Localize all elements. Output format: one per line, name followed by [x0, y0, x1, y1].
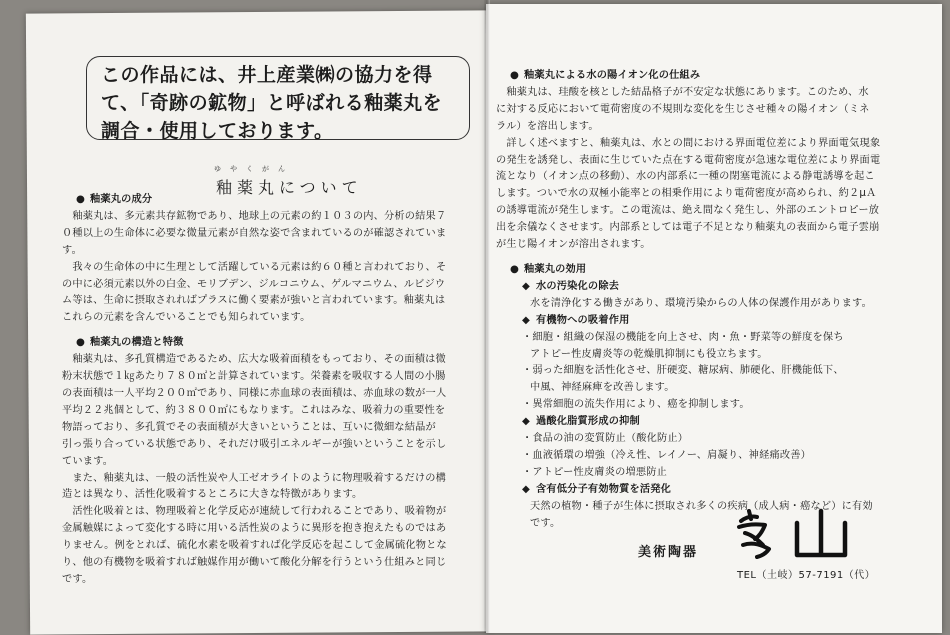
paragraph-line: です。 [530, 517, 561, 529]
notice-line: て、「奇跡の鉱物」と呼ばれる釉薬丸を [101, 92, 443, 114]
notice-line: 調合・使用しております。 [101, 120, 334, 142]
paragraph-line: 我々の生命体の中に生理として活躍している元素は約６０種と言われており、そ [62, 261, 447, 273]
paragraph-line: 釉薬丸は、珪酸を核とした結晶格子が不安定な状態にあります。このため、水 [496, 86, 869, 98]
page-fold [484, 0, 490, 633]
paragraph-line: 活性化吸着とは、物理吸着と化学反応が連続して行われることであり、吸着物が [62, 506, 447, 518]
cooperation-notice-box [86, 56, 470, 140]
paragraph-line: 平均２２兆個として、約３８００㎡にもなります。これはみな、吸着力の重要性を [62, 404, 446, 416]
circle-bullet-icon: ● [510, 70, 520, 81]
telephone-number: TEL（土岐）57-7191（代） [737, 570, 876, 581]
section-heading [496, 262, 936, 279]
paragraph-line: ・アトピー性皮膚炎の増悪防止 [522, 466, 668, 478]
paragraph-line: ています。 [62, 455, 114, 467]
paragraph-line: ・血液循環の増強（冷え性、レイノー、肩凝り、神経痛改善） [522, 449, 812, 461]
paragraph-line: 中風、神経麻痺を改善します。 [530, 382, 675, 394]
paragraph-line: 出を余儀なくさせます。内部系としては電子不足となり釉薬丸の表面から電子雲崩 [496, 222, 880, 234]
paragraph-line: これらの元素を含んでいることでも知られています。 [62, 312, 311, 324]
paragraph-line: す。 [62, 244, 82, 256]
paragraph-line: の表面積は一人平均２００㎡であり、同様に赤血球の表面積は、赤血球の数が一人 [62, 387, 447, 399]
diamond-bullet-icon: ◆ [522, 280, 531, 292]
subsection-heading [496, 279, 936, 296]
paragraph-line: 引っ張り合っている状態であり、それだけ吸引エネルギーが強いということを示し [62, 438, 447, 450]
subsection-heading [496, 313, 936, 330]
circle-bullet-icon: ● [510, 263, 520, 275]
diamond-bullet-icon: ◆ [522, 416, 531, 428]
diamond-bullet-icon: ◆ [522, 483, 531, 495]
heading-text: 含有低分子有効物質を活発化 [536, 483, 672, 495]
heading-text: 釉薬丸による水の陽イオン化の仕組み [524, 70, 701, 81]
paragraph-line: の発生を誘発し、表面に生じていた点在する電荷密度が急速な電位差により界面電 [496, 154, 881, 166]
paragraph-line: ラル）を溶出します。 [496, 120, 599, 132]
paragraph-line: 天然の植物・種子が生体に摂取され多くの疾病（成人病・癌など）に有効 [530, 500, 873, 512]
right-column-text [496, 68, 936, 532]
diamond-bullet-icon: ◆ [522, 314, 531, 326]
heading-text: 釉薬丸の成分 [90, 194, 153, 205]
paragraph-line: ０種以上の生命体に必要な微量元素が自然な姿で含まれているのが確認されていま [62, 227, 447, 239]
paragraph-line: 物語っており、多孔質でその表面積が大きいということは、互いに微細な結晶が [62, 421, 436, 433]
section-heading [62, 192, 482, 209]
left-column-text [62, 192, 482, 589]
circle-bullet-icon: ● [76, 194, 86, 205]
kiln-logo [735, 505, 855, 566]
paragraph-line: 造とは異なり、活性化吸着するところに大きな特徴があります。 [62, 489, 363, 501]
paragraph-line: の中に必須元素以外の白金、モリブデン、ジルコニウム、ゲルマニウム、ルビジウ [62, 278, 446, 290]
heading-text: 釉薬丸の効用 [524, 263, 587, 275]
paragraph-line: 釉薬丸は、多元素共存鉱物であり、地球上の元素の約１０３の内、分析の結果７ [62, 210, 447, 222]
heading-text: 水の汚染化の除去 [536, 280, 620, 292]
paragraph-line: 粉末状態で１㎏あたり７８０㎡と計算されています。栄養素を吸収する人間の小腸 [62, 371, 446, 383]
section-heading [496, 68, 936, 85]
notice-line: この作品には、井上産業㈱の協力を得 [101, 64, 433, 86]
paragraph-line: します。ついで水の双極小能率との相乗作用により電荷密度が高められ、約２μＡ [496, 188, 877, 200]
section-heading [62, 335, 482, 352]
paragraph-line: ・細胞・組織の保湿の機能を向上させ、肉・魚・野菜等の鮮度を保ち [522, 331, 844, 343]
heading-text: 釉薬丸の構造と特徴 [90, 337, 184, 349]
subsection-heading [496, 414, 936, 431]
paragraph-line: ム等は、生命に摂取されればプラスに働く要素が強いと言われています。釉薬丸は [62, 295, 446, 307]
paragraph-line: りません。例をとれば、硫化水素を吸着すれば化学反応を起こして金属硫化物とな [62, 540, 447, 552]
section-gap [496, 254, 936, 262]
section-gap [62, 327, 482, 335]
title-ruby: ゆやくがん [214, 165, 294, 173]
paragraph-line: ・食品の油の変質防止（酸化防止） [522, 433, 689, 445]
paragraph-line: 金属触媒によって変化する時に用いる活性炭のように異形を抱き抱えたものではあ [62, 523, 447, 535]
paragraph-line: ・異常細胞の流失作用により、癌を抑制します。 [522, 399, 750, 411]
paragraph-line: ・弱った細胞を活性化させ、肝硬変、糖尿病、肺硬化、肝機能低下、 [522, 365, 844, 377]
paragraph-line: 流となり（イオン点の移動）、水の内部系に一種の閉塞電流による静電誘導を起こ [496, 171, 875, 183]
paragraph-line: が生じ陽イオンが溶出されます。 [496, 239, 651, 251]
paragraph-line: アトピー性皮膚炎等の乾燥肌抑制にも役立ちます。 [530, 348, 768, 360]
paragraph-line: の誘導電流が発生します。この電流は、絶え間なく発生し、外部のエントロピー放 [496, 205, 880, 217]
maker-label: 美術陶器 [638, 545, 699, 560]
paragraph-line: また、釉薬丸は、一般の活性炭や人工ゼオライトのように物理吸着するだけの構 [62, 472, 447, 484]
logo-text: 窯山 [795, 565, 797, 566]
circle-bullet-icon: ● [76, 337, 86, 349]
paragraph-line: 釉薬丸は、多孔質構造であるため、広大な吸着面積をもっており、その面積は微 [62, 354, 446, 366]
heading-text: 過酸化脂質形成の抑制 [536, 416, 640, 428]
subsection-heading [496, 482, 936, 499]
paragraph-line: です。 [62, 573, 93, 585]
document-title: 釉薬丸について [216, 178, 363, 197]
paragraph-line: に対する反応において電荷密度の不規則な変化を生じさせ種々の陽イオン（ミネ [496, 103, 870, 115]
paragraph-line: 詳しく述べますと、釉薬丸は、水との間における界面電位差により界面電気現象 [496, 137, 881, 149]
heading-text: 有機物への吸着作用 [536, 314, 630, 326]
paragraph-line: 水を清浄化する働きがあり、環境汚染からの人体の保護作用があります。 [530, 297, 872, 309]
paragraph-line: り、他の有機物を吸着すれば触媒作用が働いて酸化分解を行うという仕組みと同じ [62, 557, 447, 569]
